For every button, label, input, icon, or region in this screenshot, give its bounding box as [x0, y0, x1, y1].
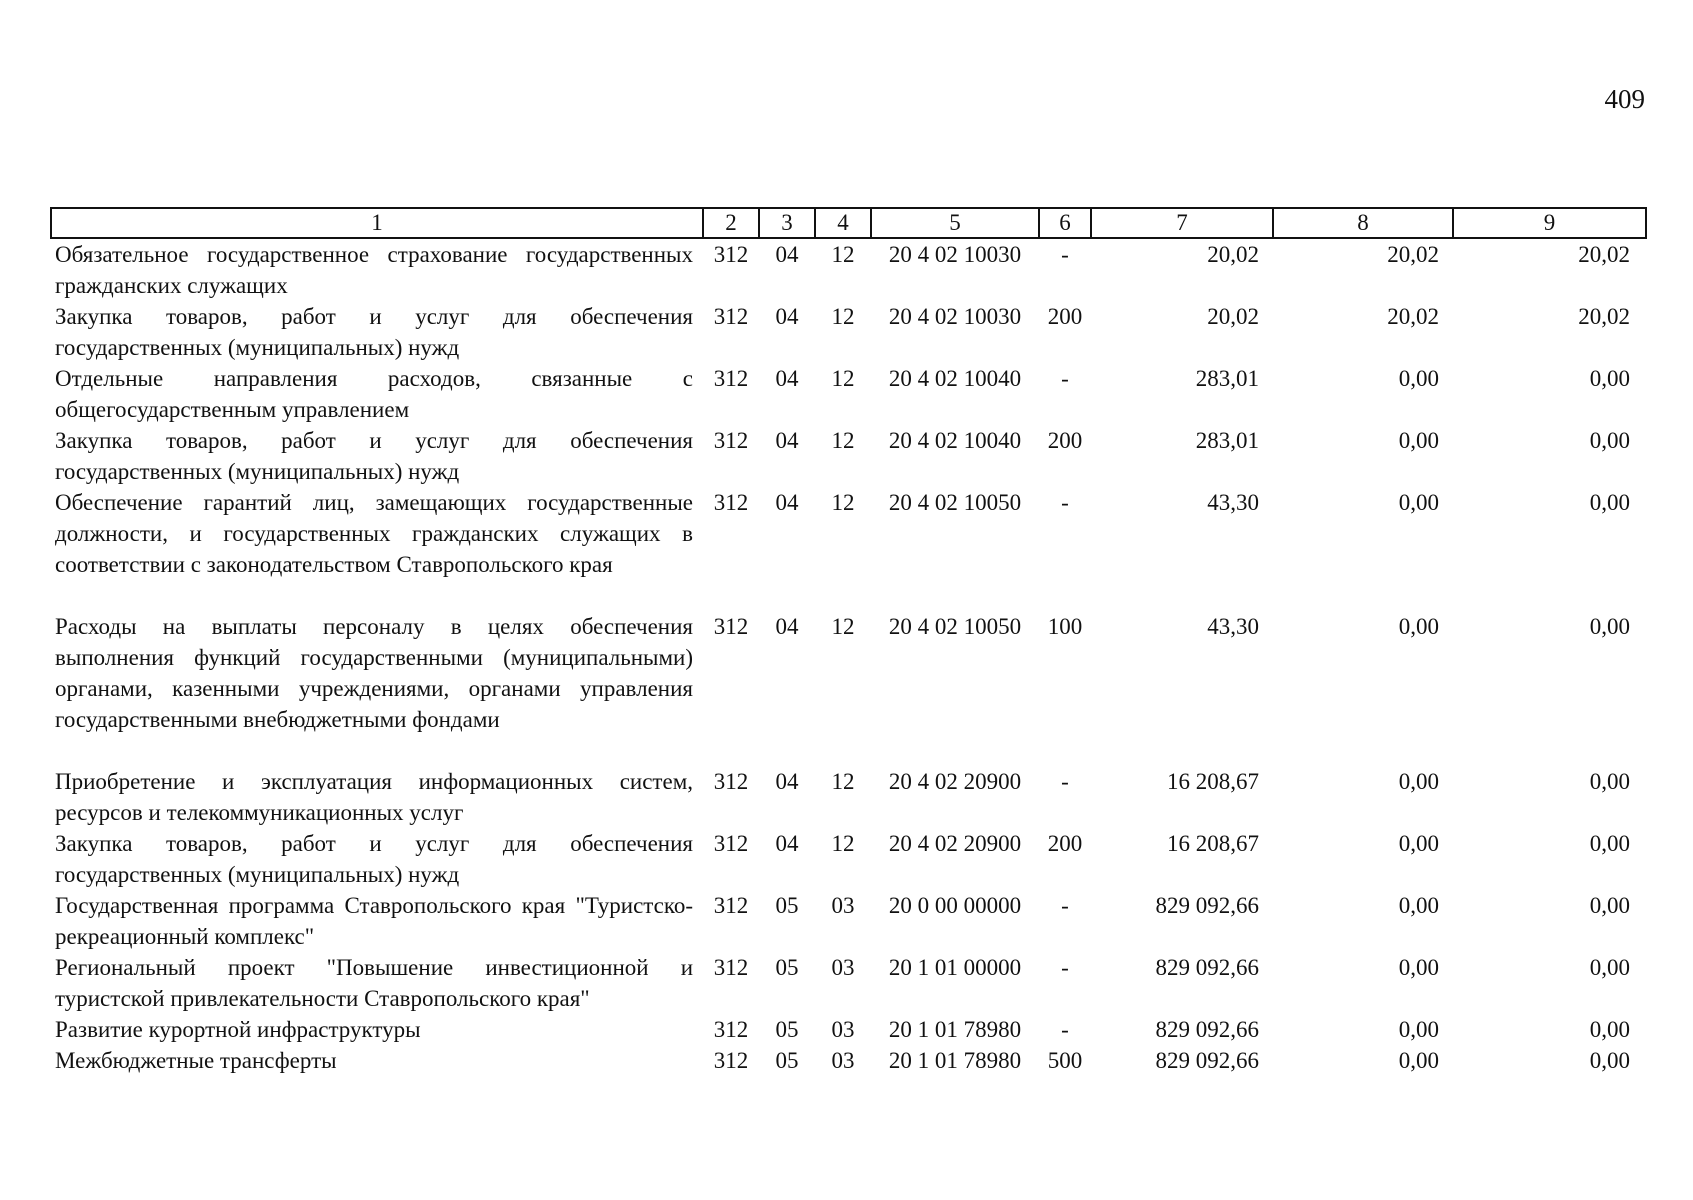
table-row: [51, 301, 1646, 363]
cell-code-6: -: [1061, 242, 1069, 267]
cell-code-4: 03: [831, 1017, 855, 1042]
cell-code-3: 04: [775, 366, 799, 391]
cell-amount-8: 0,00: [1398, 490, 1439, 515]
cell-code-5: 20 4 02 20900: [888, 831, 1022, 856]
cell-amount-9: 20,02: [1578, 304, 1630, 329]
cell-amount-7: 283,01: [1195, 366, 1259, 391]
cell-code-2: 312: [713, 1048, 749, 1073]
cell-code-2: 312: [713, 955, 749, 980]
cell-code-6: -: [1061, 490, 1069, 515]
cell-amount-8: 0,00: [1398, 428, 1439, 453]
cell-code-2: 312: [713, 242, 749, 267]
page-number: 409: [1604, 84, 1645, 114]
column-header: 8: [1273, 208, 1453, 238]
cell-code-5: 20 1 01 00000: [888, 955, 1022, 980]
cell-code-6: 200: [1047, 428, 1083, 453]
table-row: [51, 487, 1646, 611]
cell-code-6: -: [1061, 1017, 1069, 1042]
cell-code-3: 05: [775, 955, 799, 980]
row-name: Региональный проект "Повышение инвестиционной и туристской привлекательности Ставропольского края": [55, 955, 693, 1011]
cell-amount-7: 829 092,66: [1155, 893, 1259, 918]
column-header: 2: [703, 208, 759, 238]
cell-amount-8: 20,02: [1387, 304, 1439, 329]
cell-code-4: 12: [831, 614, 855, 639]
cell-amount-9: 0,00: [1589, 769, 1630, 794]
cell-code-3: 04: [775, 428, 799, 453]
cell-code-2: 312: [713, 428, 749, 453]
cell-code-3: 04: [775, 304, 799, 329]
row-name: Закупка товаров, работ и услуг для обеспечения государственных (муниципальных) нужд: [55, 304, 693, 360]
cell-code-6: 200: [1047, 304, 1083, 329]
cell-code-5: 20 4 02 10040: [888, 428, 1022, 453]
cell-code-2: 312: [713, 304, 749, 329]
table-row: [51, 425, 1646, 487]
table-row: [51, 363, 1646, 425]
cell-amount-7: 43,30: [1207, 614, 1259, 639]
cell-code-3: 05: [775, 893, 799, 918]
row-name: Закупка товаров, работ и услуг для обеспечения государственных (муниципальных) нужд: [55, 831, 693, 887]
row-name: Государственная программа Ставропольского края "Туристско-рекреационный комплекс": [55, 893, 693, 949]
cell-code-3: 04: [775, 242, 799, 267]
cell-amount-9: 0,00: [1589, 366, 1630, 391]
cell-code-3: 04: [775, 831, 799, 856]
cell-code-3: 04: [775, 490, 799, 515]
cell-amount-9: 0,00: [1589, 1017, 1630, 1042]
cell-amount-7: 20,02: [1207, 304, 1259, 329]
cell-code-4: 03: [831, 955, 855, 980]
cell-code-3: 05: [775, 1048, 799, 1073]
budget-table: [50, 207, 1647, 1076]
cell-code-5: 20 0 00 00000: [888, 893, 1022, 918]
cell-code-5: 20 1 01 78980: [888, 1017, 1022, 1042]
row-name: Закупка товаров, работ и услуг для обеспечения государственных (муниципальных) нужд: [55, 428, 693, 484]
cell-amount-9: 0,00: [1589, 428, 1630, 453]
table-row: [51, 890, 1646, 952]
cell-amount-8: 0,00: [1398, 366, 1439, 391]
cell-code-2: 312: [713, 1017, 749, 1042]
cell-amount-9: 0,00: [1589, 955, 1630, 980]
cell-code-2: 312: [713, 366, 749, 391]
table-row: [51, 828, 1646, 890]
cell-code-4: 12: [831, 242, 855, 267]
cell-code-6: -: [1061, 893, 1069, 918]
cell-code-6: -: [1061, 955, 1069, 980]
cell-code-5: 20 1 01 78980: [888, 1048, 1022, 1073]
cell-code-4: 12: [831, 490, 855, 515]
cell-amount-7: 20,02: [1207, 242, 1259, 267]
cell-code-5: 20 4 02 10030: [888, 304, 1022, 329]
row-name: Отдельные направления расходов, связанные с общегосударственным управлением: [55, 366, 693, 422]
column-header: 3: [759, 208, 815, 238]
cell-code-4: 12: [831, 428, 855, 453]
cell-amount-7: 829 092,66: [1155, 1017, 1259, 1042]
cell-amount-9: 0,00: [1589, 614, 1630, 639]
cell-amount-9: 0,00: [1589, 831, 1630, 856]
cell-code-5: 20 4 02 10030: [888, 242, 1022, 267]
cell-code-5: 20 4 02 10040: [888, 366, 1022, 391]
cell-code-5: 20 4 02 10050: [888, 490, 1022, 515]
cell-code-6: 500: [1047, 1048, 1083, 1073]
cell-code-4: 12: [831, 831, 855, 856]
cell-amount-7: 283,01: [1195, 428, 1259, 453]
cell-code-5: 20 4 02 10050: [888, 614, 1022, 639]
table-row: [51, 952, 1646, 1014]
cell-code-3: 04: [775, 614, 799, 639]
column-header: 4: [815, 208, 871, 238]
row-name: Обязательное государственное страхование государственных гражданских служащих: [55, 242, 693, 298]
row-name: Обеспечение гарантий лиц, замещающих государственные должности, и государственных гражданских служащих в соответствии с законодательством Ставропольского края: [55, 490, 693, 577]
cell-amount-8: 0,00: [1398, 769, 1439, 794]
cell-amount-9: 0,00: [1589, 1048, 1630, 1073]
cell-code-3: 04: [775, 769, 799, 794]
cell-amount-7: 16 208,67: [1167, 769, 1259, 794]
column-header: 9: [1453, 208, 1646, 238]
cell-amount-8: 20,02: [1387, 242, 1439, 267]
cell-amount-7: 16 208,67: [1167, 831, 1259, 856]
cell-amount-8: 0,00: [1398, 893, 1439, 918]
cell-amount-8: 0,00: [1398, 955, 1439, 980]
column-header: 5: [871, 208, 1039, 238]
row-name: Приобретение и эксплуатация информационных систем, ресурсов и телекоммуникационных услуг: [55, 769, 693, 825]
cell-code-4: 12: [831, 769, 855, 794]
cell-amount-7: 43,30: [1207, 490, 1259, 515]
cell-code-4: 12: [831, 366, 855, 391]
cell-code-2: 312: [713, 490, 749, 515]
cell-code-2: 312: [713, 893, 749, 918]
cell-amount-7: 829 092,66: [1155, 955, 1259, 980]
cell-amount-8: 0,00: [1398, 1017, 1439, 1042]
cell-amount-9: 20,02: [1578, 242, 1630, 267]
cell-amount-7: 829 092,66: [1155, 1048, 1259, 1073]
row-name: Развитие курортной инфраструктуры: [55, 1017, 421, 1042]
cell-amount-8: 0,00: [1398, 614, 1439, 639]
cell-code-6: -: [1061, 366, 1069, 391]
cell-code-4: 12: [831, 304, 855, 329]
column-header: 6: [1039, 208, 1091, 238]
table-row: [51, 766, 1646, 828]
cell-amount-9: 0,00: [1589, 893, 1630, 918]
cell-amount-8: 0,00: [1398, 1048, 1439, 1073]
cell-code-4: 03: [831, 1048, 855, 1073]
cell-code-6: 100: [1047, 614, 1083, 639]
table-row: [51, 238, 1646, 301]
row-name: Расходы на выплаты персоналу в целях обеспечения выполнения функций государственными (муниципальными) органами, казенными учреждениями, органами управления государственными внебюджетными фондами: [55, 614, 693, 732]
cell-code-3: 05: [775, 1017, 799, 1042]
table-row: [51, 1014, 1646, 1045]
table-header-row: [51, 208, 1646, 238]
column-header: 7: [1091, 208, 1273, 238]
cell-code-4: 03: [831, 893, 855, 918]
cell-code-2: 312: [713, 769, 749, 794]
cell-code-6: 200: [1047, 831, 1083, 856]
table-row: [51, 611, 1646, 766]
cell-amount-9: 0,00: [1589, 490, 1630, 515]
cell-code-6: -: [1061, 769, 1069, 794]
cell-code-5: 20 4 02 20900: [888, 769, 1022, 794]
column-header: 1: [51, 208, 703, 238]
cell-amount-8: 0,00: [1398, 831, 1439, 856]
cell-code-2: 312: [713, 831, 749, 856]
row-name: Межбюджетные трансферты: [55, 1048, 337, 1073]
table-row: [51, 1045, 1646, 1076]
cell-code-2: 312: [713, 614, 749, 639]
